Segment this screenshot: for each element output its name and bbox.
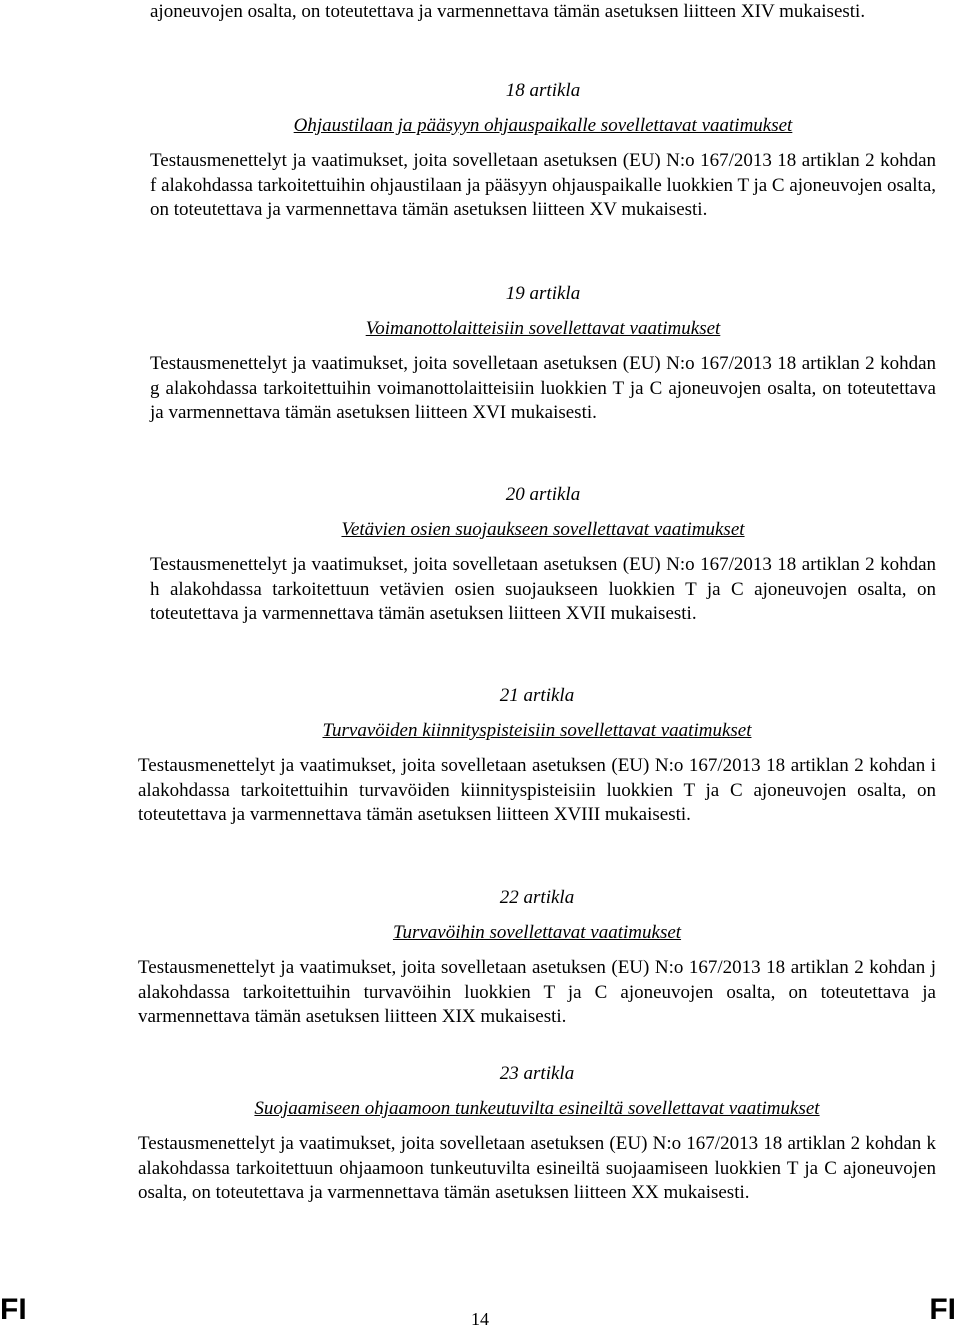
footer-language-left: FI [0,1293,27,1326]
article-21 [138,684,936,828]
article-number: 19 artikla [505,283,581,304]
article-19 [150,282,936,426]
article-text: Testausmenettelyt ja vaatimukset, joita sovelletaan asetuksen (EU) N:o 167/2013 18 artiklan 2 kohdan i alakohdassa tarkoitettuihin turvavöiden kiinnityspisteisiin luokkien T ja C ajoneuvojen osalta, on toteutettava ja varmennettava tämän asetuksen liitteen XVIII mukaisesti. [138,755,936,825]
article-text: Testausmenettelyt ja vaatimukset, joita sovelletaan asetuksen (EU) N:o 167/2013 18 artiklan 2 kohdan k alakohdassa tarkoitettuun ohjaamoon tunkeutuvilta esineiltä suojaamiseen luokkien T ja C ajoneuvojen osalta, on toteutettava ja varmennettava tämän asetuksen liitteen XX mukaisesti. [138,1133,936,1203]
article-number: 21 artikla [499,685,575,706]
article-title: Ohjaustilaan ja pääsyyn ohjauspaikalle sovellettavat vaatimukset [293,115,793,136]
article-20 [150,483,936,627]
intro-paragraph: ajoneuvojen osalta, on toteutettava ja varmennettava tämän asetuksen liitteen XIV mukaisesti. [150,1,866,22]
intro-section [150,0,936,25]
article-text: Testausmenettelyt ja vaatimukset, joita sovelletaan asetuksen (EU) N:o 167/2013 18 artiklan 2 kohdan j alakohdassa tarkoitettuihin turvavöihin luokkien T ja C ajoneuvojen osalta, on toteutettava ja varmennettava tämän asetuksen liitteen XIX mukaisesti. [138,957,936,1027]
article-title: Turvavöiden kiinnityspisteisiin sovellettavat vaatimukset [322,720,752,741]
article-text: Testausmenettelyt ja vaatimukset, joita sovelletaan asetuksen (EU) N:o 167/2013 18 artiklan 2 kohdan g alakohdassa tarkoitettuihin voimanottolaitteisiin luokkien T ja C ajoneuvojen osalta, on toteutettava ja varmennettava tämän asetuksen liitteen XVI mukaisesti. [150,353,936,423]
article-18 [150,79,936,223]
page-number: 14 [471,1309,489,1329]
article-title: Vetävien osien suojaukseen sovellettavat vaatimukset [341,519,745,540]
article-title: Turvavöihin sovellettavat vaatimukset [392,922,682,943]
article-22 [138,886,936,1030]
article-text: Testausmenettelyt ja vaatimukset, joita sovelletaan asetuksen (EU) N:o 167/2013 18 artiklan 2 kohdan h alakohdassa tarkoitettuun vetävien osien suojaukseen luokkien T ja C ajoneuvojen osalta, on toteutettava ja varmennettava tämän asetuksen liitteen XVII mukaisesti. [150,554,936,624]
article-title: Suojaamiseen ohjaamoon tunkeutuvilta esineiltä sovellettavat vaatimukset [254,1098,820,1119]
article-number: 18 artikla [505,80,581,101]
article-number: 23 artikla [499,1063,575,1084]
article-title: Voimanottolaitteisiin sovellettavat vaatimukset [365,318,721,339]
article-number: 20 artikla [505,484,581,505]
article-text: Testausmenettelyt ja vaatimukset, joita sovelletaan asetuksen (EU) N:o 167/2013 18 artiklan 2 kohdan f alakohdassa tarkoitettuihin ohjaustilaan ja pääsyyn ohjauspaikalle luokkien T ja C ajoneuvojen osalta, on toteutettava ja varmennettava tämän asetuksen liitteen XV mukaisesti. [150,150,937,220]
footer-language-right: FI [929,1293,956,1326]
article-23 [138,1062,936,1206]
article-number: 22 artikla [499,887,575,908]
